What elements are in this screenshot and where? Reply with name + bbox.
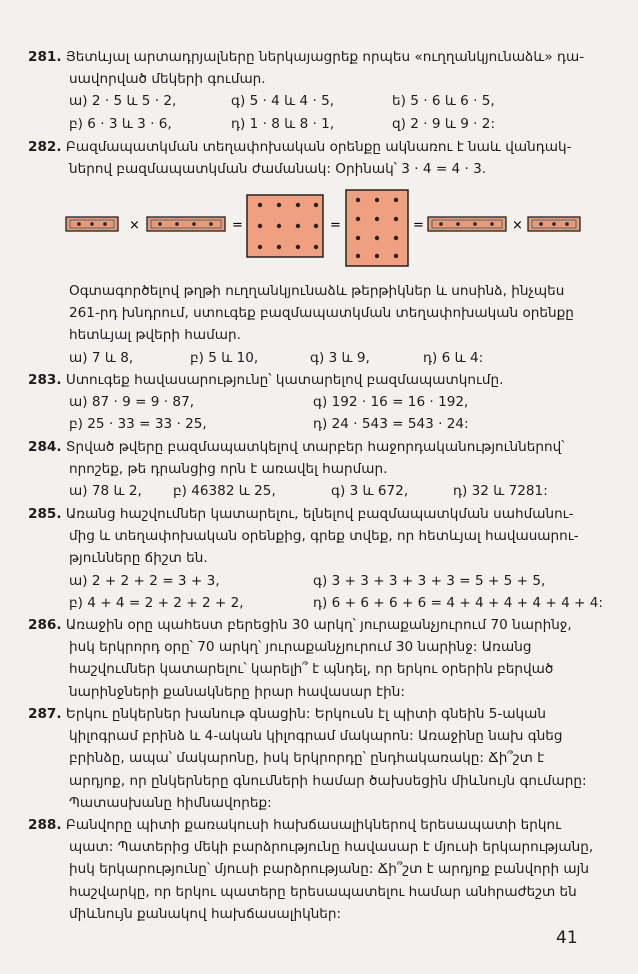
option: բ) 6 · 3 և 3 · 6, bbox=[69, 115, 172, 132]
equals-sign: = bbox=[330, 218, 341, 233]
strip-4 bbox=[428, 217, 506, 231]
problem-text: ներով բազմապատկման ժամանակ: Օրինակ՝ 3 · 4 = 4 · 3. bbox=[69, 161, 487, 178]
problem-288 bbox=[28, 814, 598, 925]
problem-text: իսկ երկրորդ օրը՝ 70 արկղ՝ յուրաքանչյուրում 30 նարինջ: Առանց bbox=[69, 639, 532, 656]
problem-text: Առաջին օրը պահեստ բերեցին 30 արկղ՝ յուրաքանչյուրում 70 նարինջ, bbox=[65, 617, 572, 633]
option: ա) 87 · 9 = 9 · 87, bbox=[69, 394, 195, 411]
page-number: 41 bbox=[556, 928, 578, 948]
option: գ) 3 և 9, bbox=[310, 349, 370, 366]
option: բ) 5 և 10, bbox=[190, 349, 259, 366]
problem-number: 281. bbox=[28, 49, 62, 65]
times-sign: × bbox=[129, 218, 140, 233]
option: ե) 5 · 6 և 6 · 5, bbox=[392, 93, 495, 110]
option: բ) 4 + 4 = 2 + 2 + 2 + 2, bbox=[69, 594, 244, 611]
problem-number: 285. bbox=[28, 506, 62, 522]
problem-number: 286. bbox=[28, 617, 62, 633]
problem-text: բրինձը, ապա՝ մակարոնը, իսկ երկրորդը՝ ընդհակառակը: Ճի՞շտ է bbox=[69, 750, 545, 767]
option: բ) 25 · 33 = 33 · 25, bbox=[69, 416, 207, 433]
option: զ) 2 · 9 և 9 · 2: bbox=[392, 115, 496, 132]
problem-287 bbox=[28, 703, 598, 814]
problem-283 bbox=[28, 369, 598, 436]
problem-text: նարինջների քանակները իրար հավասար էին: bbox=[69, 683, 405, 700]
option: բ) 46382 և 25, bbox=[173, 483, 276, 500]
problem-text: սավորված մեկերի գումար. bbox=[69, 71, 266, 88]
option: ա) 7 և 8, bbox=[69, 349, 134, 366]
problem-number: 282. bbox=[28, 139, 62, 155]
strip-4 bbox=[147, 217, 225, 231]
problem-text: հաշվարկը, որ երկու պատերը երեսապատելու համար անհրաժեշտ են bbox=[69, 883, 577, 900]
problem-text: արդյոք, որ ընկերները գնումների համար ծախսեցին միևնույն գումարը: bbox=[69, 772, 587, 789]
problem-text: Երկու ընկերներ խանութ գնացին: Երկուսն էլ պիտի գնեին 5-ական bbox=[65, 706, 547, 722]
problem-text: 261-րդ խնդրում, ստուգեք բազմապատկման տեղափոխական օրենքը bbox=[69, 305, 574, 322]
problem-text: Ստուգեք հավասարությունը՝ կատարելով բազմապատկումը. bbox=[65, 372, 504, 388]
option: դ) 1 · 8 և 8 · 1, bbox=[231, 115, 335, 132]
grid-3x4 bbox=[346, 190, 408, 266]
problem-text: Պատասխանը հիմնավորեք: bbox=[69, 794, 272, 811]
option: գ) 3 + 3 + 3 + 3 + 3 = 5 + 5 + 5, bbox=[313, 572, 546, 589]
problem-number: 288. bbox=[28, 817, 62, 833]
option: դ) 24 · 543 = 543 · 24: bbox=[313, 416, 469, 433]
problem-286 bbox=[28, 614, 598, 703]
option: դ) 6 և 4: bbox=[423, 349, 484, 366]
problem-text: Յետևյալ արտադրյալները ներկայացրեք որպես «ուղղանկյունաձև» դա- bbox=[65, 49, 585, 65]
option: գ) 192 · 16 = 16 · 192, bbox=[313, 394, 469, 411]
problem-number: 284. bbox=[28, 439, 62, 455]
option: գ) 3 և 672, bbox=[331, 483, 409, 500]
problem-text: Բազմապատկման տեղափոխական օրենքը ակնառու է նաև վանդակ- bbox=[65, 139, 572, 155]
problem-number: 283. bbox=[28, 372, 62, 388]
strip-3 bbox=[528, 217, 580, 231]
problem-text: միևնույն քանակով հախճասալիկներ: bbox=[69, 905, 342, 922]
problem-text: մից և տեղափոխական օրենքից, գրեք տվեք, որ հետևյալ հավասարու- bbox=[69, 528, 579, 545]
equals-sign: = bbox=[232, 218, 243, 233]
problem-text: Բանվորը պիտի քառակուսի հախճասալիկներով երեսապատի երկու bbox=[65, 817, 562, 833]
option: ա) 2 · 5 և 5 · 2, bbox=[69, 93, 177, 110]
problem-text: Տրված թվերը բազմապատկելով տարբեր հաջորդականություններով՝ bbox=[65, 439, 565, 455]
problem-282-continued bbox=[28, 280, 598, 369]
problem-text: Առանց հաշվումներ կատարելու, ելնելով բազմապատկման սահմանու- bbox=[65, 506, 574, 522]
option: դ) 32 և 7281: bbox=[453, 483, 548, 500]
problem-text: պատ: Պատերից մեկի բարձրությունը հավասար է մյուսի երկարությանը, bbox=[69, 839, 594, 856]
option: գ) 5 · 4 և 4 · 5, bbox=[231, 93, 335, 110]
problem-number: 287. bbox=[28, 706, 62, 722]
option: դ) 6 + 6 + 6 + 6 = 4 + 4 + 4 + 4 + 4 + 4: bbox=[313, 594, 603, 611]
problem-text: որոշեք, թե դրանցից որն է առավել հարմար. bbox=[69, 461, 388, 478]
problem-285 bbox=[28, 503, 603, 614]
problem-text: թյունները ճիշտ են. bbox=[69, 550, 208, 567]
problem-text: իսկ երկարությունը՝ մյուսի բարձրությանը: Ճի՞շտ է արդյոք բանվորի այն bbox=[69, 861, 589, 878]
option: ա) 78 և 2, bbox=[69, 483, 142, 500]
strip-3 bbox=[66, 217, 118, 231]
option: ա) 2 + 2 + 2 = 3 + 3, bbox=[69, 572, 220, 589]
grid-4x3 bbox=[247, 195, 323, 257]
problem-text: Օգտագործելով թղթի ուղղանկյունաձև թերթիկներ և սոսինձ, ինչպես bbox=[69, 283, 565, 299]
problem-text: հետևյալ թվերի համար. bbox=[69, 327, 241, 344]
problem-text: հաշվումներ կատարելու՝ կարելի՞ է պնդել, որ երկու օրերին բերված bbox=[69, 661, 554, 678]
equals-sign: = bbox=[413, 218, 424, 233]
problem-284 bbox=[28, 436, 598, 503]
times-sign: × bbox=[512, 218, 523, 233]
problem-text: կիլոգրամ բրինձ և 4-ական կիլոգրամ մակարոն: Առաջինը նախ գնեց bbox=[69, 728, 563, 745]
